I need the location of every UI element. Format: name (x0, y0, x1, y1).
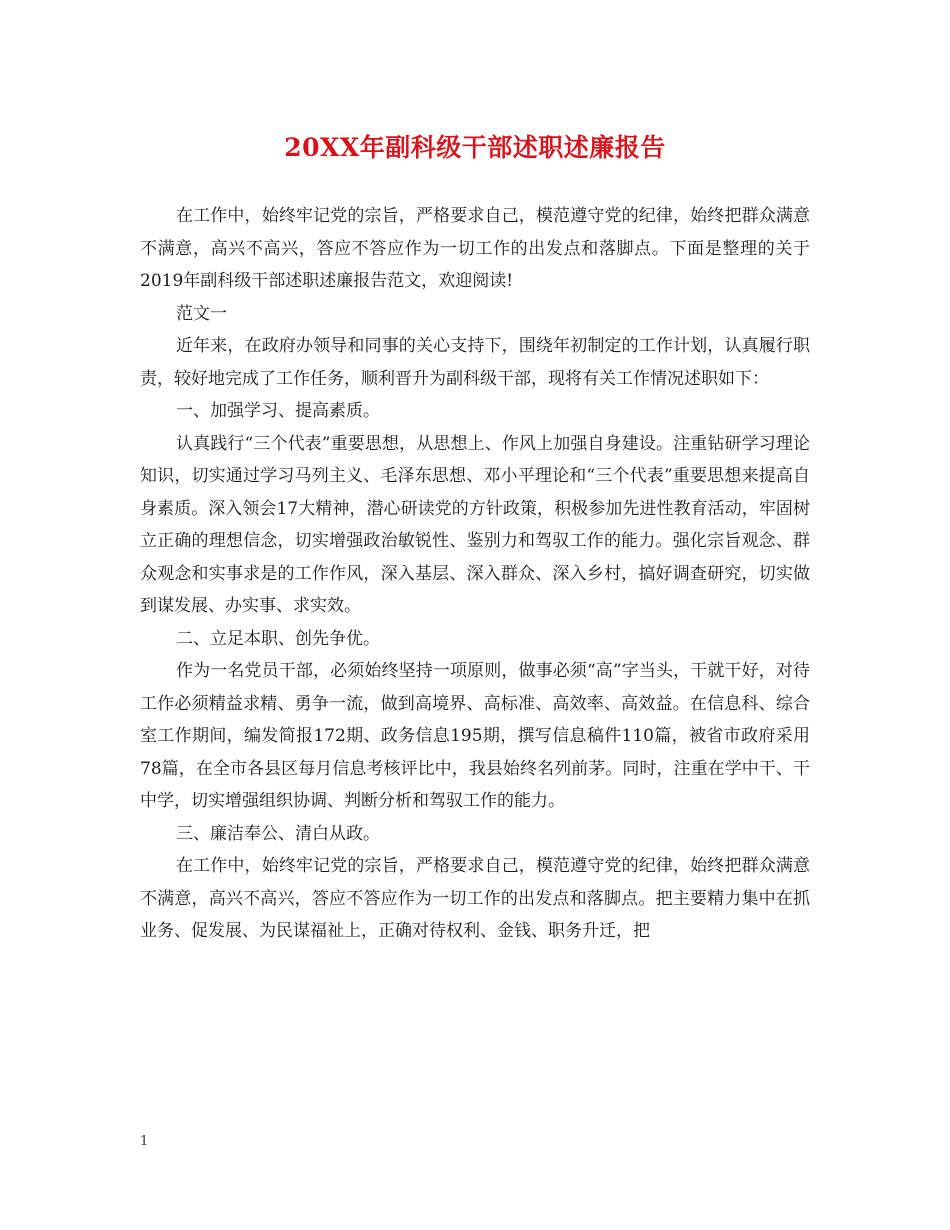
section-heading-1: 一、加强学习、提高素质。 (176, 401, 380, 421)
paragraph-sample-label: 范文一 (176, 303, 227, 324)
paragraph-section-2: 作为一名党员干部，必须始终坚持一项原则，做事必须“高”字当头，干就干好，对待工作必须精益求精、勇争一流，做到高境界、高标准、高效率、高效益。在信息科、综合室工作期间，编发简报172期、政务信息195期，撰写信息稿件110篇，被省市政府采用78篇，在全市各县区每月信息考核评比中，我县始终名列前茅。同时，注重在学中干、干中学，切实增强组织协调、判断分析和驾驭工作的能力。 (140, 661, 810, 811)
page-number: 1 (140, 1134, 149, 1149)
section-heading-3: 三、廉洁奉公、清白从政。 (176, 823, 380, 844)
section-heading-2: 二、立足本职、创先争优。 (176, 628, 380, 649)
paragraph-intro: 在工作中，始终牢记党的宗旨，严格要求自己，模范遵守党的纪律，始终把群众满意不满意，高兴不高兴，答应不答应作为一切工作的出发点和落脚点。下面是整理的关于2019年副科级干部述职述廉报告范文，欢迎阅读! (140, 206, 810, 291)
paragraph-section-1: 认真践行“三个代表”重要思想，从思想上、作风上加强自身建设。注重钻研学习理论知识，切实通过学习马列主义、毛泽东思想、邓小平理论和“三个代表”重要思想来提高自身素质。深入领会17大精神，潜心研读党的方针政策，积极参加先进性教育活动，牢固树立正确的理想信念，切实增强政治敏锐性、鉴别力和驾驭工作的能力。强化宗旨观念、群众观念和实事求是的工作作风，深入基层、深入群众、深入乡村，搞好调查研究，切实做到谋发展、办实事、求实效。 (140, 433, 810, 616)
paragraph-section-3: 在工作中，始终牢记党的宗旨，严格要求自己，模范遵守党的纪律，始终把群众满意不满意，高兴不高兴，答应不答应作为一切工作的出发点和落脚点。把主要精力集中在抓业务、促发展、为民谋福祉上，正确对待权利、金钱、职务升迁，把 (140, 856, 810, 941)
document-body (140, 200, 810, 948)
paragraph-opening: 近年来，在政府办领导和同事的关心支持下，围绕年初制定的工作计划，认真履行职责，较好地完成了工作任务，顺利晋升为副科级干部，现将有关工作情况述职如下： (140, 336, 810, 389)
document-title: 20XX年副科级干部述职述廉报告 (284, 133, 666, 162)
